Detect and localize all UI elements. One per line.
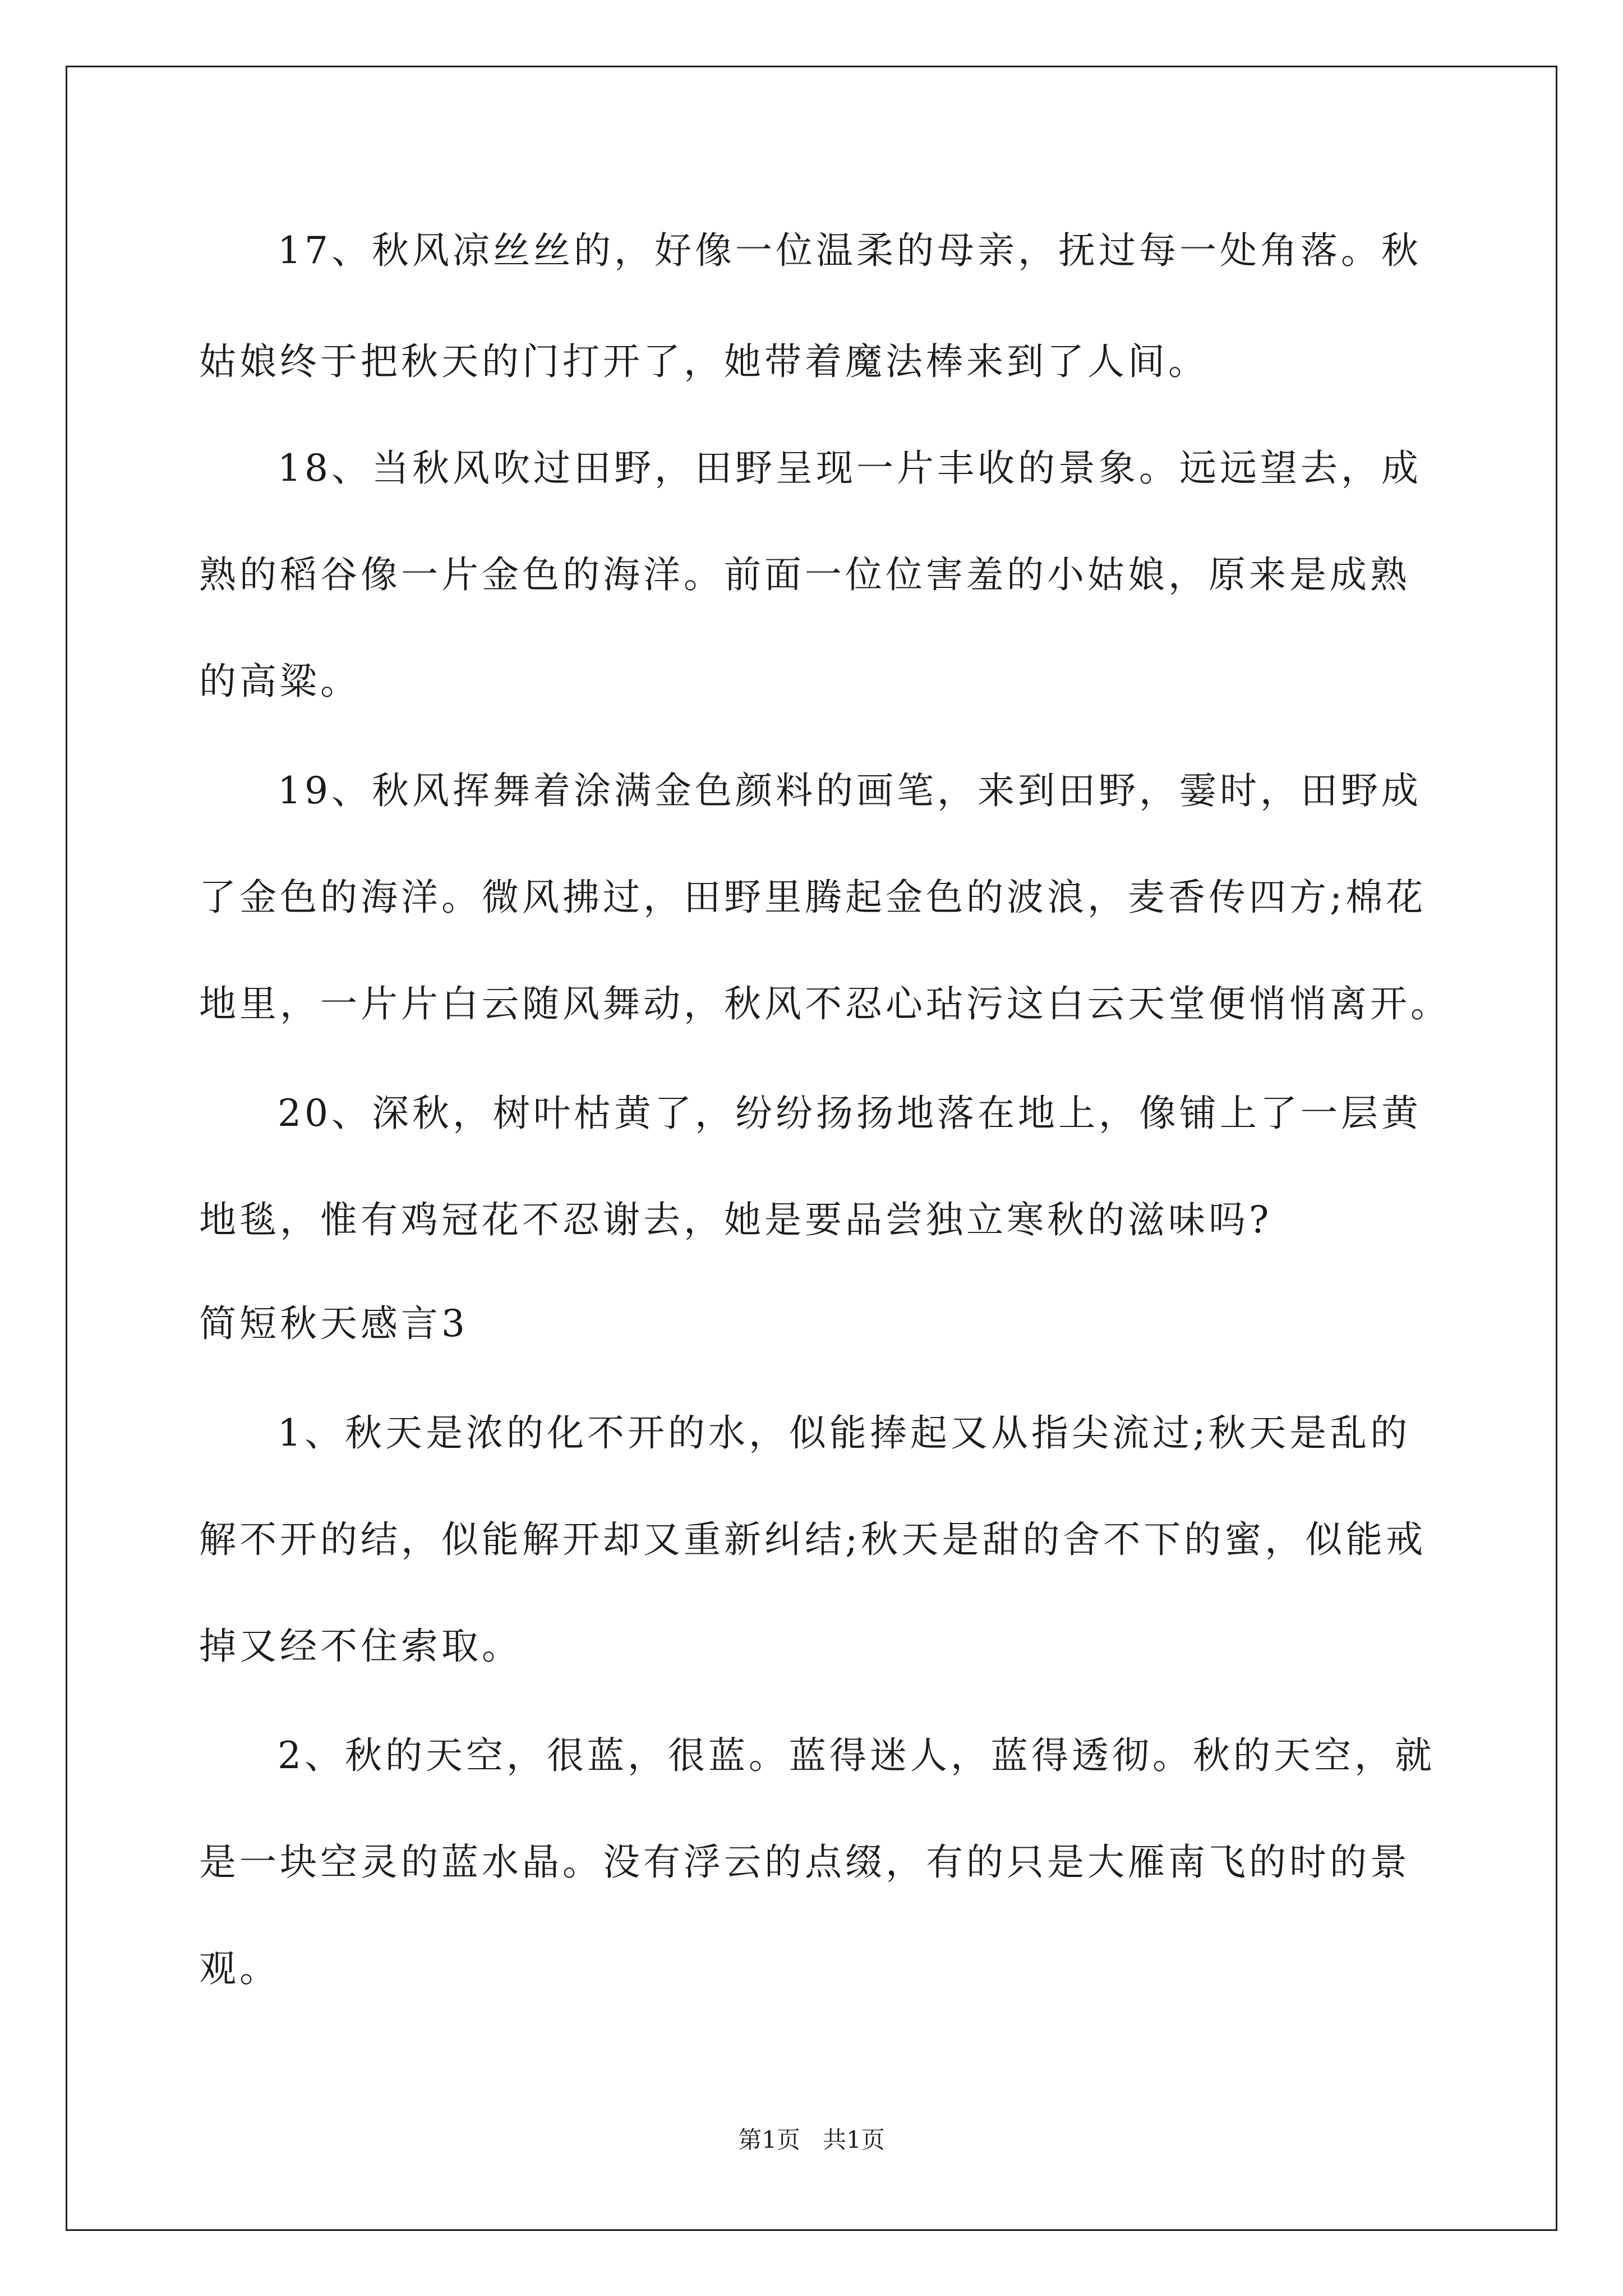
paragraph-18-line-1: 18、当秋风吹过田野，田野呈现一片丰收的景象。远远望去，成 <box>278 447 1422 490</box>
paragraph-1-line-3: 掉又经不住索取。 <box>199 1625 522 1668</box>
paragraph-19-line-3: 地里，一片片白云随风舞动，秋风不忍心玷污这白云天堂便悄悄离开。 <box>199 982 1451 1025</box>
paragraph-1-line-2: 解不开的结，似能解开却又重新纠结;秋天是甜的舍不下的蜜，似能戒 <box>199 1518 1427 1561</box>
paragraph-2-line-3: 观。 <box>199 1947 280 1990</box>
paragraph-2-line-1: 2、秋的天空，很蓝，很蓝。蓝得迷人，蓝得透彻。秋的天空，就 <box>278 1734 1435 1777</box>
paragraph-20-line-1: 20、深秋，树叶枯黄了，纷纷扬扬地落在地上，像铺上了一层黄 <box>278 1092 1422 1135</box>
paragraph-19-line-2: 了金色的海洋。微风拂过，田野里腾起金色的波浪，麦香传四方;棉花 <box>199 876 1427 919</box>
page-border <box>66 66 1557 2231</box>
paragraph-19-line-1: 19、秋风挥舞着涂满金色颜料的画笔，来到田野，霎时，田野成 <box>278 769 1422 812</box>
paragraph-17-line-2: 姑娘终于把秋天的门打开了，她带着魔法棒来到了人间。 <box>199 340 1209 383</box>
page-number-footer: 第1页 共1页 <box>738 2126 885 2154</box>
paragraph-1-line-1: 1、秋天是浓的化不开的水，似能捧起又从指尖流过;秋天是乱的 <box>278 1411 1411 1455</box>
paragraph-18-line-2: 熟的稻谷像一片金色的海洋。前面一位位害羞的小姑娘，原来是成熟 <box>199 553 1410 596</box>
paragraph-2-line-2: 是一块空灵的蓝水晶。没有浮云的点缀，有的只是大雁南飞的时的景 <box>199 1841 1410 1884</box>
paragraph-18-line-3: 的高粱。 <box>199 660 361 703</box>
paragraph-17-line-1: 17、秋风凉丝丝的，好像一位温柔的母亲，抚过每一处角落。秋 <box>278 229 1422 272</box>
paragraph-20-line-2: 地毯，惟有鸡冠花不忍谢去，她是要品尝独立寒秋的滋味吗? <box>199 1198 1272 1241</box>
section-heading: 简短秋天感言3 <box>199 1302 468 1345</box>
